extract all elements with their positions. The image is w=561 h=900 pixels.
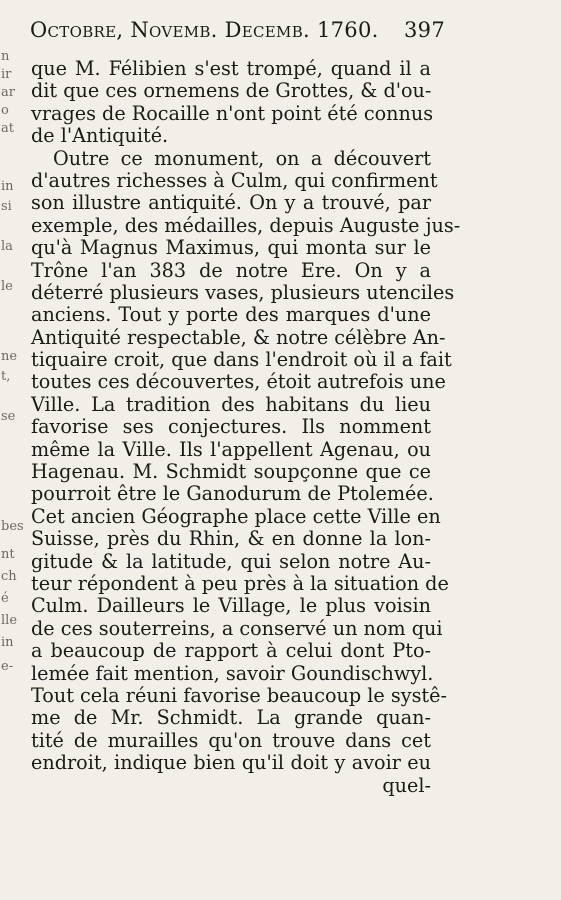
gutter-fragment: la xyxy=(1,239,13,254)
gutter-fragment: ne xyxy=(1,349,18,364)
text-line: a beaucoup de rapport à celui dont Pto- xyxy=(31,639,431,663)
gutter-fragment: e- xyxy=(1,659,14,674)
text-line: exemple, des médailles, depuis Auguste jus- xyxy=(31,213,461,237)
gutter-fragment: in xyxy=(1,635,14,650)
running-title: Octobre, Novemb. Decemb. 1760. xyxy=(30,18,379,42)
facing-page-bleed xyxy=(0,49,24,710)
text-line: Cet ancien Géographe place cette Ville en xyxy=(31,504,441,528)
text-line: même la Ville. Ils l'appellent Agenau, ou xyxy=(31,437,431,461)
text-line: dit que ces ornemens de Grottes, & d'ou- xyxy=(31,79,432,103)
text-line: d'autres richesses à Culm, qui confirment xyxy=(31,168,438,192)
text-line: qu'à Magnus Maximus, qui monta sur le xyxy=(31,236,431,260)
catchword: quel- xyxy=(382,773,431,797)
text-line: Trône l'an 383 de notre Ere. On y a xyxy=(31,258,431,282)
gutter-fragment: ch xyxy=(1,569,17,584)
text-line: teur répondent à peu près à la situation de xyxy=(31,571,449,595)
text-line: Hagenau. M. Schmidt soupçonne que ce xyxy=(31,460,431,484)
gutter-fragment: ir xyxy=(1,67,12,82)
text-line: pourroit être le Ganodurum de Ptolemée. xyxy=(31,482,434,506)
text-line: Tout cela réuni favorise beaucoup le systê- xyxy=(31,683,447,707)
text-line: vrages de Rocaille n'ont point été connus xyxy=(31,101,434,125)
text-line: Ville. La tradition des habitans du lieu xyxy=(31,392,431,416)
text-line: me de Mr. Schmidt. La grande quan- xyxy=(31,706,431,730)
text-line: toutes ces découvertes, étoit autrefois une xyxy=(31,370,446,394)
gutter-fragment: in xyxy=(1,179,14,194)
gutter-fragment: le xyxy=(1,279,13,294)
text-line: de l'Antiquité. xyxy=(31,124,169,148)
text-line: gitude & la latitude, qui selon notre Au- xyxy=(31,549,431,573)
text-line: de ces souterreins, a conservé un nom qui xyxy=(31,616,443,640)
gutter-fragment: n xyxy=(1,49,10,64)
gutter-fragment: si xyxy=(1,199,12,214)
text-line: Outre ce monument, on a découvert xyxy=(53,146,431,170)
body-text xyxy=(31,57,461,797)
text-line: Suisse, près du Rhin, & en donne la lon- xyxy=(31,527,431,551)
text-line: tité de murailles qu'on trouve dans cet xyxy=(31,728,431,752)
gutter-fragment: é xyxy=(1,591,9,606)
gutter-fragment: o xyxy=(1,103,9,118)
gutter-fragment: lle xyxy=(1,613,18,628)
running-header xyxy=(30,18,445,48)
text-line: anciens. Tout y porte des marques d'une xyxy=(31,303,431,327)
text-line: Antiquité respectable, & notre célèbre An- xyxy=(31,325,446,349)
text-line: tiquaire croit, que dans l'endroit où il a fait xyxy=(31,348,452,372)
gutter-fragment: at xyxy=(1,121,14,136)
gutter-fragment: se xyxy=(1,409,16,424)
text-line: endroit, indique bien qu'il doit y avoir eu xyxy=(31,751,431,775)
page-number: 397 xyxy=(404,18,445,42)
gutter-fragment: nt xyxy=(1,547,15,562)
text-line: favorise ses conjectures. Ils nomment xyxy=(31,415,431,439)
text-line: lemée fait mention, savoir Goundischwyl. xyxy=(31,661,434,685)
gutter-fragment: t, xyxy=(1,369,11,384)
text-line: son illustre antiquité. On y a trouvé, par xyxy=(31,191,431,215)
text-line: que M. Félibien s'est trompé, quand il a xyxy=(31,57,431,80)
text-line: déterré plusieurs vases, plusieurs utenciles xyxy=(31,280,455,304)
gutter-fragment: ar xyxy=(1,85,15,100)
text-line: Culm. Dailleurs le Village, le plus voisin xyxy=(31,594,431,618)
gutter-fragment: bes xyxy=(1,519,24,534)
